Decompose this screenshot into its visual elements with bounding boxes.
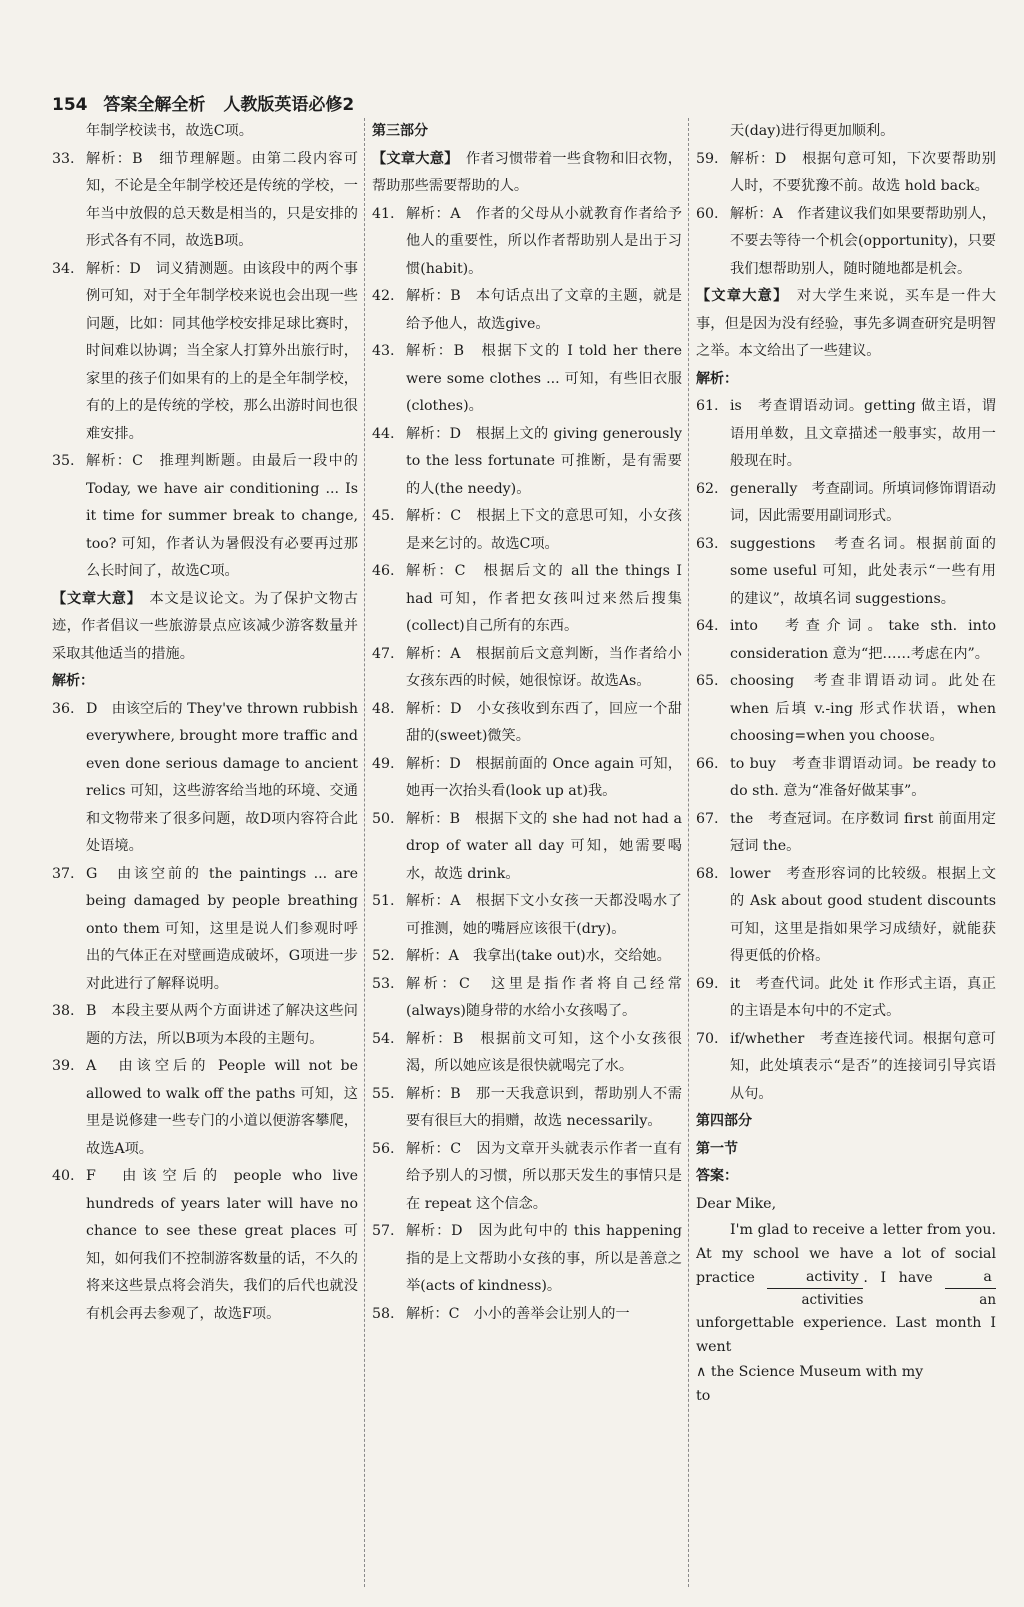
- book-subtitle: 人教版英语必修2: [223, 95, 355, 115]
- item-text: 解析：C 推理判断题。由最后一段中的 Today, we have air conditioning ... Is it time for summer break to change, too? 可知，作者认为暑假没有必要再过那么长时间了，故选C项。: [86, 453, 358, 579]
- letter-body: [696, 1218, 996, 1359]
- answer-item: [696, 613, 996, 668]
- answer-item: [372, 1301, 682, 1329]
- item-text: to buy 考查非谓语动词。be ready to do sth. 意为“准备好做某事”。: [730, 755, 996, 799]
- item-number: 44.: [372, 425, 395, 442]
- item-number: 35.: [52, 453, 75, 469]
- item-text: 解析：B 那一天我意识到，帮助别人不需要有很巨大的捐赠，故选 necessarily。: [406, 1085, 682, 1129]
- item-text: suggestions 考查名词。根据前面的 some useful 可知，此处表示“一些有用的建议”，故填名词 suggestions。: [730, 535, 996, 607]
- item-number: 66.: [696, 755, 719, 772]
- answer-item: [372, 1136, 682, 1219]
- item-text: 解析：A 根据下文小女孩一天都没喝水了可推测，她的嘴唇应该很干(dry)。: [406, 893, 682, 937]
- answer-item: [372, 641, 682, 696]
- subsection-heading: 第一节: [696, 1140, 738, 1157]
- item-number: 68.: [696, 865, 719, 882]
- answer-item: [372, 1081, 682, 1136]
- letter-salutation: Dear Mike,: [696, 1195, 777, 1212]
- answer-list: [696, 146, 996, 284]
- answer-list: [696, 393, 996, 1108]
- item-number: 65.: [696, 673, 719, 689]
- answer-item: [372, 1218, 682, 1301]
- item-number: 39.: [52, 1058, 75, 1074]
- letter-text: the Science Museum with my: [706, 1364, 924, 1380]
- answer-item: [52, 1053, 358, 1163]
- analysis-label: 解析：: [52, 673, 94, 689]
- item-number: 40.: [52, 1168, 75, 1184]
- answer-item: [696, 1026, 996, 1109]
- item-text: the 考查冠词。在序数词 first 前面用定冠词 the。: [730, 810, 996, 854]
- item-text: 解析：C 小小的善举会让别人的一: [406, 1305, 630, 1322]
- correction: [767, 1266, 863, 1311]
- item-number: 55.: [372, 1085, 395, 1102]
- item-text: 解析：D 词义猜测题。由该段中的两个事例可知，对于全年制学校来说也会出现一些问题，比如：同其他学校安排足球比赛时，时间难以协调；当全家人打算外出旅行时，家里的孩子们如果有的上的是全年制学校，有的上的是传统的学校，那么出游时间也很难安排。: [86, 260, 358, 442]
- fixed-word: an: [979, 1292, 996, 1308]
- item-number: 64.: [696, 618, 719, 634]
- item-number: 33.: [52, 150, 75, 167]
- item-number: 62.: [696, 480, 719, 497]
- item-number: 61.: [696, 398, 719, 414]
- item-number: 70.: [696, 1030, 719, 1047]
- book-title: 答案全解全析: [103, 95, 206, 115]
- item-number: 47.: [372, 645, 395, 662]
- item-number: 49.: [372, 755, 395, 772]
- item-text: generally 考查副词。所填词修饰谓语动词，因此需要用副词形式。: [730, 480, 996, 524]
- item-number: 52.: [372, 948, 395, 964]
- answer-item: [372, 283, 682, 338]
- wrong-word: a: [945, 1266, 996, 1289]
- answer-item: [52, 256, 358, 449]
- item-number: 69.: [696, 975, 719, 992]
- summary-text: 作者习惯带着一些食物和旧衣物，帮助那些需要帮助的人。: [372, 150, 682, 194]
- answer-item: [372, 421, 682, 504]
- correction: [945, 1266, 996, 1311]
- item-text: D 由该空后的 They've thrown rubbish everywhere, brought more traffic and even done serious damage to ancient relics 可知，这些游客给当地的环境、交通和文物带来了很多问题，故D项内容符合此处语境。: [86, 700, 358, 854]
- item-number: 57.: [372, 1223, 395, 1239]
- item-text: 解析：D 小女孩收到东西了，回应一个甜甜的(sweet)微笑。: [406, 700, 682, 744]
- answer-item: [372, 1026, 682, 1081]
- answer-item: [696, 806, 996, 861]
- answer-item: [372, 806, 682, 889]
- answer-item: [696, 751, 996, 806]
- column-3: [696, 118, 996, 1599]
- item-number: 59.: [696, 150, 719, 167]
- letter-text: unforgettable experience. Last month I went: [696, 1315, 996, 1355]
- item-number: 45.: [372, 508, 395, 524]
- item-text: 解析：A 作者的父母从小就教育作者给予他人的重要性，所以作者帮助别人是出于习惯(habit)。: [406, 205, 682, 277]
- answer-list: [52, 146, 358, 586]
- page-number: 154: [52, 95, 88, 115]
- item-text: G 由该空前的 the paintings ... are being damaged by people breathing onto them 可知，这里是说人们参观时呼出的气体正在对壁画造成破坏，G项进一步对此进行了解释说明。: [86, 865, 358, 992]
- answer-item: [52, 998, 358, 1053]
- page-header: [52, 90, 354, 116]
- answer-item: [372, 201, 682, 284]
- answer-item: [696, 201, 996, 284]
- fixed-word: activities: [801, 1292, 864, 1308]
- item-text: 解析：D 根据上文的 giving generously to the less fortunate 可推断，是有需要的人(the needy)。: [406, 425, 682, 497]
- section-heading: 第三部分: [372, 123, 428, 139]
- answer-label: 答案：: [696, 1168, 738, 1184]
- answer-item: [372, 888, 682, 943]
- item-number: 41.: [372, 205, 395, 222]
- summary-tag: 【文章大意】: [52, 590, 135, 607]
- answer-item: [372, 971, 682, 1026]
- answer-list: [372, 201, 682, 1329]
- answer-item: [372, 943, 682, 971]
- letter-text: . I have: [863, 1270, 946, 1286]
- answer-item: [52, 696, 358, 861]
- continued-text: 年制学校读书，故选C项。: [86, 123, 253, 139]
- answer-item: [696, 531, 996, 614]
- answer-item: [696, 971, 996, 1026]
- answer-item: [52, 1163, 358, 1328]
- item-text: 解析：A 作者建议我们如果要帮助别人，不要去等待一个机会(opportunity)，只要我们想帮助别人，随时随地都是机会。: [730, 205, 996, 277]
- item-number: 58.: [372, 1305, 395, 1322]
- answer-list: [52, 696, 358, 1329]
- article-summary: [696, 283, 996, 366]
- summary-text: 对大学生来说，买车是一件大事，但是因为没有经验，事先多调查研究是明智之举。本文给出了一些建议。: [696, 288, 996, 359]
- item-text: is 考查谓语动词。getting 做主语，谓语用单数，且文章描述一般事实，故用一般现在时。: [730, 398, 996, 469]
- answer-item: [696, 476, 996, 531]
- item-text: A 由该空后的 People will not be allowed to walk off the paths 可知，这里是说修建一些专门的小道以便游客攀爬，故选A项。: [86, 1058, 358, 1157]
- column-divider: [688, 118, 689, 1587]
- item-text: into 考查介词。take sth. into consideration 意为“把……考虑在内”。: [730, 618, 996, 662]
- item-number: 63.: [696, 535, 719, 552]
- answer-item: [696, 393, 996, 476]
- part-heading: 第四部分: [696, 1113, 752, 1129]
- item-text: it 考查代词。此处 it 作形式主语，真正的主语是本句中的不定式。: [730, 975, 996, 1019]
- answer-item: [52, 448, 358, 586]
- insert-caret-icon: ∧: [696, 1364, 707, 1380]
- item-text: 解析：B 根据下文的 I told her there were some clothes ... 可知，有些旧衣服(clothes)。: [406, 343, 682, 414]
- analysis-label: 解析：: [696, 370, 738, 387]
- item-number: 54.: [372, 1030, 395, 1047]
- item-text: 解析：C 这里是指作者将自己经常(always)随身带的水给小女孩喝了。: [406, 975, 682, 1019]
- summary-tag: 【文章大意】: [696, 288, 782, 304]
- item-text: F 由该空后的 people who live hundreds of years later will have no chance to see these great places 可知，如何我们不控制游客数量的话，不久的将来这些景点将会消失，我们的后代也就没有机会再去参观了，故选F项。: [86, 1168, 358, 1322]
- item-text: 解析：D 根据前面的 Once again 可知，她再一次抬头看(look up at)我。: [406, 755, 682, 799]
- item-text: 解析：B 细节理解题。由第二段内容可知，不论是全年制学校还是传统的学校，一年当中放假的总天数是相当的，只是安排的形式各有不同，故选B项。: [86, 150, 358, 249]
- column-2: [372, 118, 682, 1599]
- item-text: B 本段主要从两个方面讲述了解决这些问题的方法，所以B项为本段的主题句。: [86, 1003, 358, 1047]
- item-text: 解析：D 根据句意可知，下次要帮助别人时，不要犹豫不前。故选 hold back。: [730, 150, 996, 194]
- answer-item: [696, 861, 996, 971]
- answer-item: [696, 146, 996, 201]
- item-number: 38.: [52, 1003, 75, 1019]
- column-divider: [364, 118, 365, 1587]
- answer-item: [52, 146, 358, 256]
- item-number: 43.: [372, 343, 395, 359]
- item-text: 解析：C 根据上下文的意思可知，小女孩是来乞讨的。故选C项。: [406, 508, 682, 552]
- item-text: 解析：B 根据前文可知，这个小女孩很渴，所以她应该是很快就喝完了水。: [406, 1030, 682, 1074]
- answer-item: [372, 503, 682, 558]
- summary-text: 本文是议论文。为了保护文物古迹，作者倡议一些旅游景点应该减少游客数量并采取其他适当的措施。: [52, 590, 358, 662]
- summary-tag: 【文章大意】: [372, 150, 452, 167]
- item-number: 37.: [52, 865, 75, 882]
- continued-text: 天(day)进行得更加顺利。: [730, 123, 895, 139]
- article-summary: [372, 146, 682, 201]
- column-1: [52, 118, 358, 1599]
- item-text: 解析：D 因为此句中的 this happening 指的是上文帮助小女孩的事，所以是善意之举(acts of kindness)。: [406, 1223, 682, 1294]
- item-number: 67.: [696, 810, 719, 827]
- answer-item: [372, 338, 682, 421]
- item-number: 46.: [372, 563, 395, 579]
- article-summary: [52, 586, 358, 669]
- answer-item: [372, 696, 682, 751]
- answer-item: [372, 558, 682, 641]
- item-number: 60.: [696, 205, 719, 222]
- answer-item: [696, 668, 996, 751]
- answer-item: [52, 861, 358, 999]
- wrong-word: activity: [767, 1266, 863, 1289]
- item-text: lower 考查形容词的比较级。根据上文的 Ask about good student discounts 可知，这里是指如果学习成绩好，就能获得更低的价格。: [730, 865, 996, 964]
- item-text: 解析：B 根据下文的 she had not had a drop of water all day 可知，她需要喝水，故选 drink。: [406, 810, 682, 882]
- item-text: 解析：C 根据后文的 all the things I had 可知，作者把女孩叫过来然后搜集(collect)自己所有的东西。: [406, 563, 682, 634]
- item-number: 51.: [372, 893, 395, 909]
- item-number: 36.: [52, 700, 75, 717]
- inserted-word: to: [696, 1387, 711, 1404]
- item-text: 解析：A 根据前后文意判断，当作者给小女孩东西的时候，她很惊讶。故选As。: [406, 645, 682, 689]
- item-text: 解析：B 本句话点出了文章的主题，就是给予他人，故选give。: [406, 288, 682, 332]
- answer-item: [372, 751, 682, 806]
- item-text: 解析：A 我拿出(take out)水，交给她。: [406, 948, 671, 964]
- item-number: 56.: [372, 1140, 395, 1157]
- item-text: if/whether 考查连接代词。根据句意可知，此处填表示“是否”的连接词引导宾语从句。: [730, 1030, 996, 1102]
- item-text: 解析：C 因为文章开头就表示作者一直有给予别人的习惯，所以那天发生的事情只是在 repeat 这个信念。: [406, 1140, 682, 1212]
- letter-text: I'm glad to receive a letter from you. At my school we have a lot of social practice: [696, 1222, 996, 1286]
- item-number: 53.: [372, 975, 395, 992]
- item-text: choosing 考查非谓语动词。此处在 when 后填 v.-ing 形式作状语，when choosing=when you choose。: [730, 673, 996, 744]
- item-number: 34.: [52, 260, 75, 277]
- item-number: 42.: [372, 288, 395, 304]
- item-number: 50.: [372, 810, 395, 827]
- letter-line: [696, 1359, 996, 1387]
- item-number: 48.: [372, 700, 395, 717]
